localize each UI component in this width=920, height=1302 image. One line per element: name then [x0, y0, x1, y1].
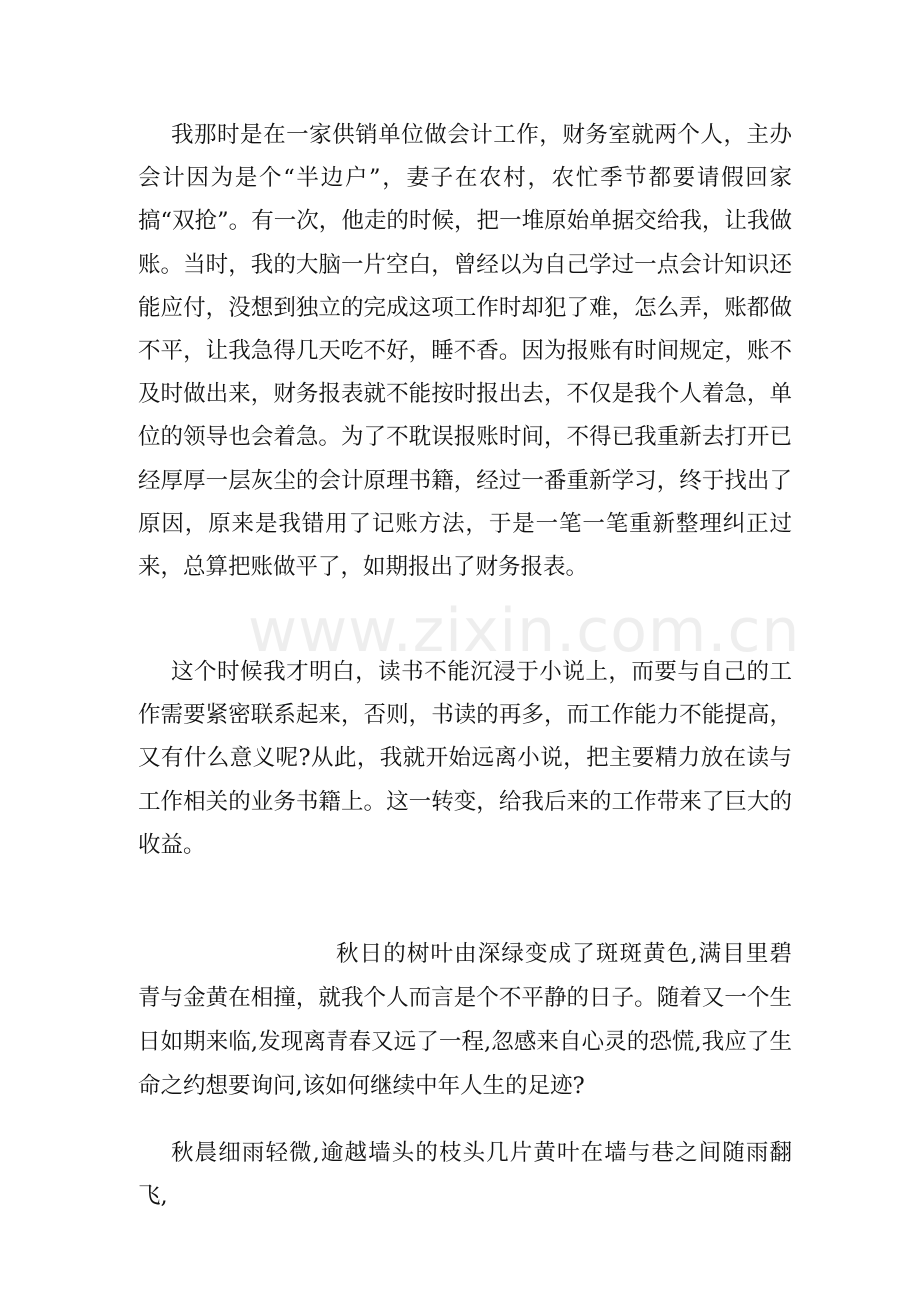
paragraph-autumn-leaves: 秋日的树叶由深绿变成了斑斑黄色,满目里碧青与金黄在相撞，就我个人而言是个不平静的日子。随着又一个生日如期来临,发现离青春又远了一程,忽感来自心灵的恐慌,我应了生命之约想要询问,该如何继续中年人生的足迹? — [138, 941, 792, 1099]
paragraph-reading-reflection: 这个时候我才明白，读书不能沉浸于小说上，而要与自己的工作需要紧密联系起来，否则，书读的再多，而工作能力不能提高，又有什么意义呢?从此，我就开始远离小说，把主要精力放在读与工作相关的业务书籍上。这一转变，给我后来的工作带来了巨大的收益。 — [138, 659, 792, 858]
site-watermark: www.zixin.com.cn — [248, 596, 801, 666]
paragraph-autumn-rain: 秋晨细雨轻微,逾越墙头的枝头几片黄叶在墙与巷之间随雨翻飞, — [138, 1140, 792, 1210]
paragraph-accounting-story: 我那时是在一家供销单位做会计工作，财务室就两个人，主办会计因为是个“半边户”，妻子在农村，农忙季节都要请假回家搞“双抢”。有一次，他走的时候，把一堆原始单据交给我，让我做账。当时，我的大脑一片空白，曾经以为自己学过一点会计知识还能应付，没想到独立的完成这项工作时却犯了难，怎么弄，账都做不平，让我急得几天吃不好，睡不香。因为报账有时间规定，账不及时做出来，财务报表就不能按时报出去，不仅是我个人着急，单位的领导也会着急。为了不耽误报账时间，不得已我重新去打开已经厚厚一层灰尘的会计原理书籍，经过一番重新学习，终于找出了原因，原来是我错用了记账方法，于是一笔一笔重新整理纠正过来，总算把账做平了，如期报出了财务报表。 — [138, 122, 792, 581]
